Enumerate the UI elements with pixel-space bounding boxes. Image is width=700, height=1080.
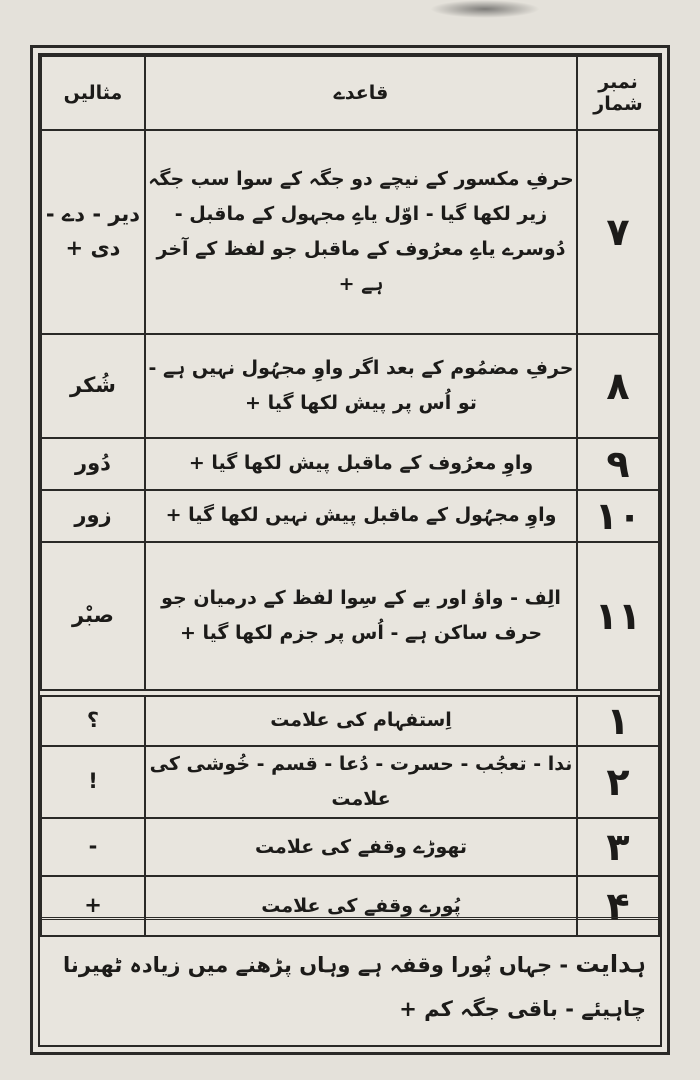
row-number: ۷: [577, 130, 659, 334]
table-row: [41, 542, 659, 690]
row-number: ۸: [577, 334, 659, 438]
mark-symbol: ؟: [41, 696, 145, 746]
mark-number: ۲: [577, 746, 659, 818]
rules-table: [40, 55, 660, 937]
note-label: ہدایت: [575, 950, 646, 978]
mark-number: ۳: [577, 818, 659, 876]
row-examples: زور: [41, 490, 145, 542]
row-number: ۱۱: [577, 542, 659, 690]
mark-description: اِستفہام کی علامت: [145, 696, 577, 746]
row-rule: واوِ مجہُول کے ماقبل پیش نہیں لکھا گیا +: [145, 490, 577, 542]
row-rule: حرفِ مضمُوم کے بعد اگر واوِ مجہُول نہیں ہے - تو اُس پر پیش لکھا گیا +: [145, 334, 577, 438]
row-examples: دیر - دے - دی +: [41, 130, 145, 334]
table-row: [41, 490, 659, 542]
row-rule: حرفِ مکسور کے نیچے دو جگہ کے سوا سب جگہ زیر لکھا گیا - اوّل یاےِ مجہول کے ماقبل - دُوسرے یاےِ معرُوف کے ماقبل جو لفظ کے آخر ہے +: [145, 130, 577, 334]
mark-symbol: !: [41, 746, 145, 818]
ink-smudge: [430, 0, 540, 18]
row-rule: الِف - واؤ اور یے کے سِوا لفظ کے درمیان جو حرف ساکن ہے - اُس پر جزم لکھا گیا +: [145, 542, 577, 690]
header-rule: قاعدے: [145, 56, 577, 130]
mark-row: [41, 818, 659, 876]
row-number: ۹: [577, 438, 659, 490]
mark-number: ۴: [577, 876, 659, 936]
mark-description: تھوڑے وقفے کی علامت: [145, 818, 577, 876]
mark-number: ۱: [577, 696, 659, 746]
mark-description: پُورے وقفے کی علامت: [145, 876, 577, 936]
header-number: نمبر شمار: [577, 56, 659, 130]
header-examples: مثالیں: [41, 56, 145, 130]
guidance-note: [40, 917, 660, 1045]
row-examples: صبْر: [41, 542, 145, 690]
table-row: [41, 438, 659, 490]
inner-frame: [38, 53, 662, 1047]
row-number: ۱۰: [577, 490, 659, 542]
row-examples: شُکر: [41, 334, 145, 438]
table-row: [41, 334, 659, 438]
row-rule: واوِ معرُوف کے ماقبل پیش لکھا گیا +: [145, 438, 577, 490]
note-text: - جہاں پُورا وقفہ ہے وہاں پڑھنے میں زیادہ ٹھیرنا چاہیئے - باقی جگہ کم +: [63, 953, 646, 1021]
mark-row: [41, 696, 659, 746]
row-examples: دُور: [41, 438, 145, 490]
table-header: [41, 56, 659, 130]
mark-description: ندا - تعجُب - حسرت - دُعا - قسم - خُوشی کی علامت: [145, 746, 577, 818]
mark-symbol: +: [41, 876, 145, 936]
table-row: [41, 130, 659, 334]
page-frame: [30, 45, 670, 1055]
mark-symbol: -: [41, 818, 145, 876]
mark-row: [41, 746, 659, 818]
